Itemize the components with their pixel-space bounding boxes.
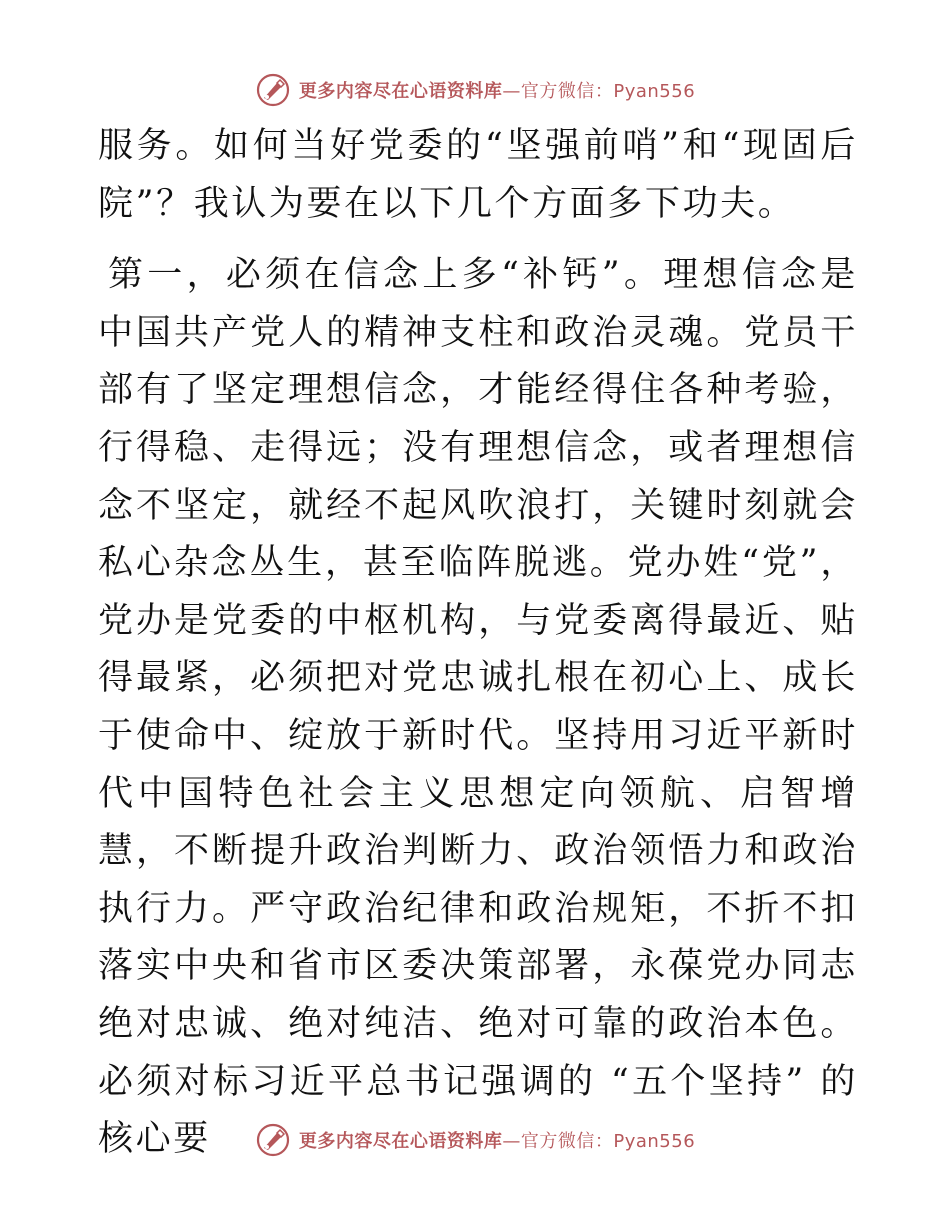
watermark-text <box>299 1127 695 1153</box>
watermark-contact: 官方微信：Pyan556 <box>520 81 696 102</box>
watermark-contact: 官方微信：Pyan556 <box>520 1131 696 1152</box>
watermark-separator: — <box>502 1131 521 1152</box>
watermark-footer <box>0 1122 950 1158</box>
watermark-main-text: 更多内容尽在心语资料库 <box>298 81 503 102</box>
paragraph-continuation: 服务。如何当好党委的“坚强前哨”和“现固后院”？我认为要在以下几个方面多下功夫。 <box>98 126 858 224</box>
pen-nib-logo-icon <box>255 1122 291 1158</box>
watermark-separator: — <box>502 81 521 102</box>
pen-nib-logo-icon <box>255 72 291 108</box>
watermark-header <box>0 72 950 108</box>
watermark-main-text: 更多内容尽在心语资料库 <box>298 1131 503 1152</box>
paragraph-first-point: 第一，必须在信念上多“补钙”。理想信念是中国共产党人的精神支柱和政治灵魂。党员干部有了坚定理想信念，才能经得住各种考验，行得稳、走得远；没有理想信念，或者理想信念不坚定，就经不起风吹浪打，关键时刻就会私心杂念丛生，甚至临阵脱逃。党办姓“党”，党办是党委的中枢机构，与党委离得最近、贴得最紧，必须把对党忠诚扎根在初心上、成长于使命中、绽放于新时代。坚持用习近平新时代中国特色社会主义思想定向领航、启智增慧，不断提升政治判断力、政治领悟力和政治执行力。严守政治纪律和政治规矩，不折不扣落实中央和省市区委决策部署，永葆党办同志绝对忠诚、绝对纯洁、绝对可靠的政治本色。必须对标习近平总书记强调的 “五个坚持” 的核心要 <box>98 255 858 1160</box>
document-body <box>98 118 858 1169</box>
watermark-text <box>299 77 695 103</box>
